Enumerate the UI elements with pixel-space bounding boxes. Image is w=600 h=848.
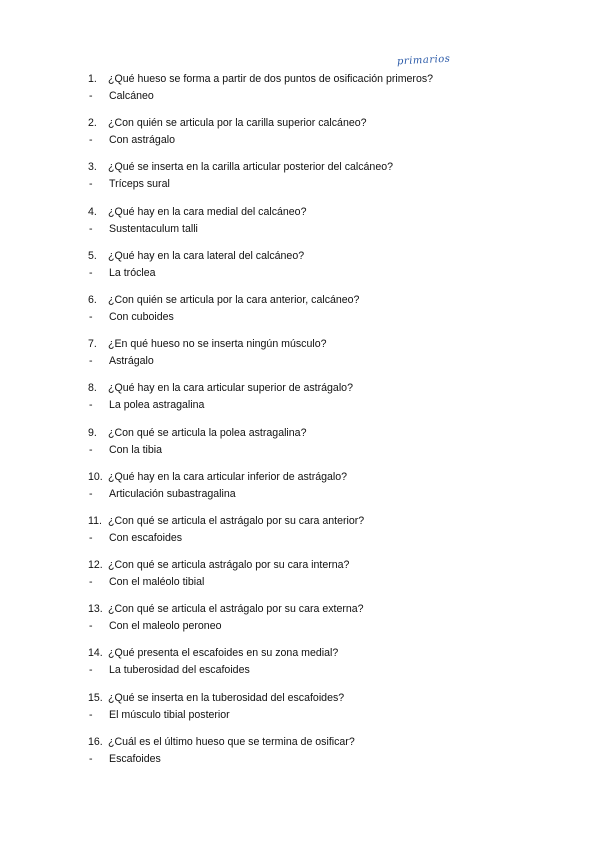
question-text: ¿Qué hueso se forma a partir de dos puntos de osificación primeros? — [108, 73, 434, 85]
question-text: ¿Con qué se articula el astrágalo por su cara externa? — [108, 603, 364, 616]
question-text: ¿Qué hay en la cara articular superior de astrágalo? — [108, 382, 353, 395]
question-line — [88, 645, 548, 662]
answer-text: La tuberosidad del escafoides — [109, 664, 250, 677]
question-text: ¿Qué se inserta en la tuberosidad del escafoides? — [108, 691, 345, 704]
answer-bullet: - — [89, 620, 93, 633]
qa-item-10 — [88, 469, 548, 513]
qa-item-2 — [88, 115, 548, 159]
question-line — [88, 425, 548, 442]
qa-item-14 — [88, 645, 548, 689]
question-text: ¿En qué hueso no se inserta ningún músculo? — [108, 338, 327, 351]
question-number: 10. — [88, 470, 103, 483]
answer-line — [88, 442, 548, 459]
question-line — [88, 204, 548, 221]
answer-line — [88, 530, 548, 547]
answer-bullet: - — [89, 355, 93, 368]
qa-item-13 — [88, 601, 548, 645]
question-line — [88, 601, 548, 618]
answer-text: Escafoides — [109, 752, 161, 765]
answer-text: Con el maleolo peroneo — [109, 620, 222, 633]
question-text: ¿Qué hay en la cara articular inferior de astrágalo? — [108, 470, 348, 483]
answer-bullet: - — [89, 178, 93, 191]
answer-bullet: - — [89, 266, 93, 279]
answer-bullet: - — [89, 134, 93, 147]
question-text: ¿Con qué se articula astrágalo por su cara interna? — [108, 559, 350, 572]
question-text: ¿Cuál es el último hueso que se termina de osificar? — [108, 735, 355, 748]
question-line — [88, 469, 548, 486]
answer-line — [88, 486, 548, 503]
answer-line — [88, 662, 548, 679]
question-number: 14. — [88, 647, 103, 660]
question-text: ¿Qué hay en la cara lateral del calcáneo? — [108, 249, 305, 262]
answer-bullet: - — [89, 531, 93, 544]
question-number: 16. — [88, 735, 103, 748]
answer-line — [88, 397, 548, 414]
question-number: 1. — [88, 73, 97, 85]
answer-bullet: - — [89, 310, 93, 323]
qa-item-4 — [88, 204, 548, 248]
answer-bullet: - — [89, 487, 93, 500]
answer-text: Tríceps sural — [109, 178, 170, 191]
answer-text: La tróclea — [109, 266, 156, 279]
question-line — [88, 690, 548, 707]
answer-bullet: - — [89, 222, 93, 235]
qa-item-6 — [88, 292, 548, 336]
answer-bullet: - — [89, 708, 93, 721]
answer-bullet: - — [89, 664, 93, 677]
qa-item-15 — [88, 690, 548, 734]
question-line — [88, 380, 548, 397]
question-number: 2. — [88, 117, 97, 130]
answer-line — [88, 265, 548, 282]
question-text: ¿Con qué se articula el astrágalo por su cara anterior? — [108, 514, 365, 527]
question-line — [88, 336, 548, 353]
qa-item-3 — [88, 159, 548, 203]
question-line — [88, 71, 548, 88]
answer-text: Con el maléolo tibial — [109, 576, 205, 589]
qa-item-8 — [88, 380, 548, 424]
question-number: 4. — [88, 205, 97, 218]
answer-line — [88, 707, 548, 724]
qa-item-9 — [88, 425, 548, 469]
answer-line — [88, 88, 548, 105]
qa-item-12 — [88, 557, 548, 601]
qa-item-11 — [88, 513, 548, 557]
answer-bullet: - — [89, 90, 93, 102]
answer-text: El músculo tibial posterior — [109, 708, 230, 721]
answer-text: Con escafoides — [109, 531, 183, 544]
qa-item-1 — [88, 71, 548, 115]
answer-text: Con astrágalo — [109, 134, 175, 147]
answer-bullet: - — [89, 399, 93, 412]
question-line — [88, 513, 548, 530]
answer-bullet: - — [89, 576, 93, 589]
question-text: ¿Qué hay en la cara medial del calcáneo? — [108, 205, 307, 218]
answer-text: Articulación subastragalina — [109, 487, 236, 500]
question-line — [88, 115, 548, 132]
answer-line — [88, 176, 548, 193]
answer-line — [88, 751, 548, 768]
answer-line — [88, 353, 548, 370]
answer-line — [88, 574, 548, 591]
question-text: ¿Con quién se articula por la cara anterior, calcáneo? — [108, 293, 360, 306]
answer-bullet: - — [89, 443, 93, 456]
answer-line — [88, 618, 548, 635]
answer-text: Calcáneo — [109, 90, 154, 102]
question-number: 11. — [88, 514, 102, 527]
answer-text: Con cuboides — [109, 310, 174, 323]
question-line — [88, 557, 548, 574]
question-number: 15. — [88, 691, 103, 704]
answer-line — [88, 309, 548, 326]
question-number: 7. — [88, 338, 97, 351]
qa-item-5 — [88, 248, 548, 292]
qa-item-16 — [88, 734, 548, 778]
answer-line — [88, 132, 548, 149]
question-number: 9. — [88, 426, 97, 439]
question-text: ¿Qué se inserta en la carilla articular posterior del calcáneo? — [108, 161, 393, 174]
question-number: 13. — [88, 603, 103, 616]
answer-line — [88, 221, 548, 238]
answer-text: Con la tibia — [109, 443, 162, 456]
question-line — [88, 734, 548, 751]
question-number: 12. — [88, 559, 103, 572]
answer-text: Sustentaculum talli — [109, 222, 198, 235]
qa-item-7 — [88, 336, 548, 380]
question-list — [88, 71, 548, 778]
question-text: ¿Qué presenta el escafoides en su zona medial? — [108, 647, 339, 660]
question-line — [88, 248, 548, 265]
question-line — [88, 292, 548, 309]
question-number: 5. — [88, 249, 97, 262]
answer-text: Astrágalo — [109, 355, 154, 368]
question-number: 6. — [88, 293, 97, 306]
question-number: 3. — [88, 161, 97, 174]
question-text: ¿Con quién se articula por la carilla superior calcáneo? — [108, 117, 367, 130]
question-number: 8. — [88, 382, 97, 395]
handwritten-annotation: primarios — [396, 53, 451, 68]
question-line — [88, 159, 548, 176]
answer-text: La polea astragalina — [109, 399, 205, 412]
answer-bullet: - — [89, 752, 93, 765]
question-text: ¿Con qué se articula la polea astragalina? — [108, 426, 307, 439]
